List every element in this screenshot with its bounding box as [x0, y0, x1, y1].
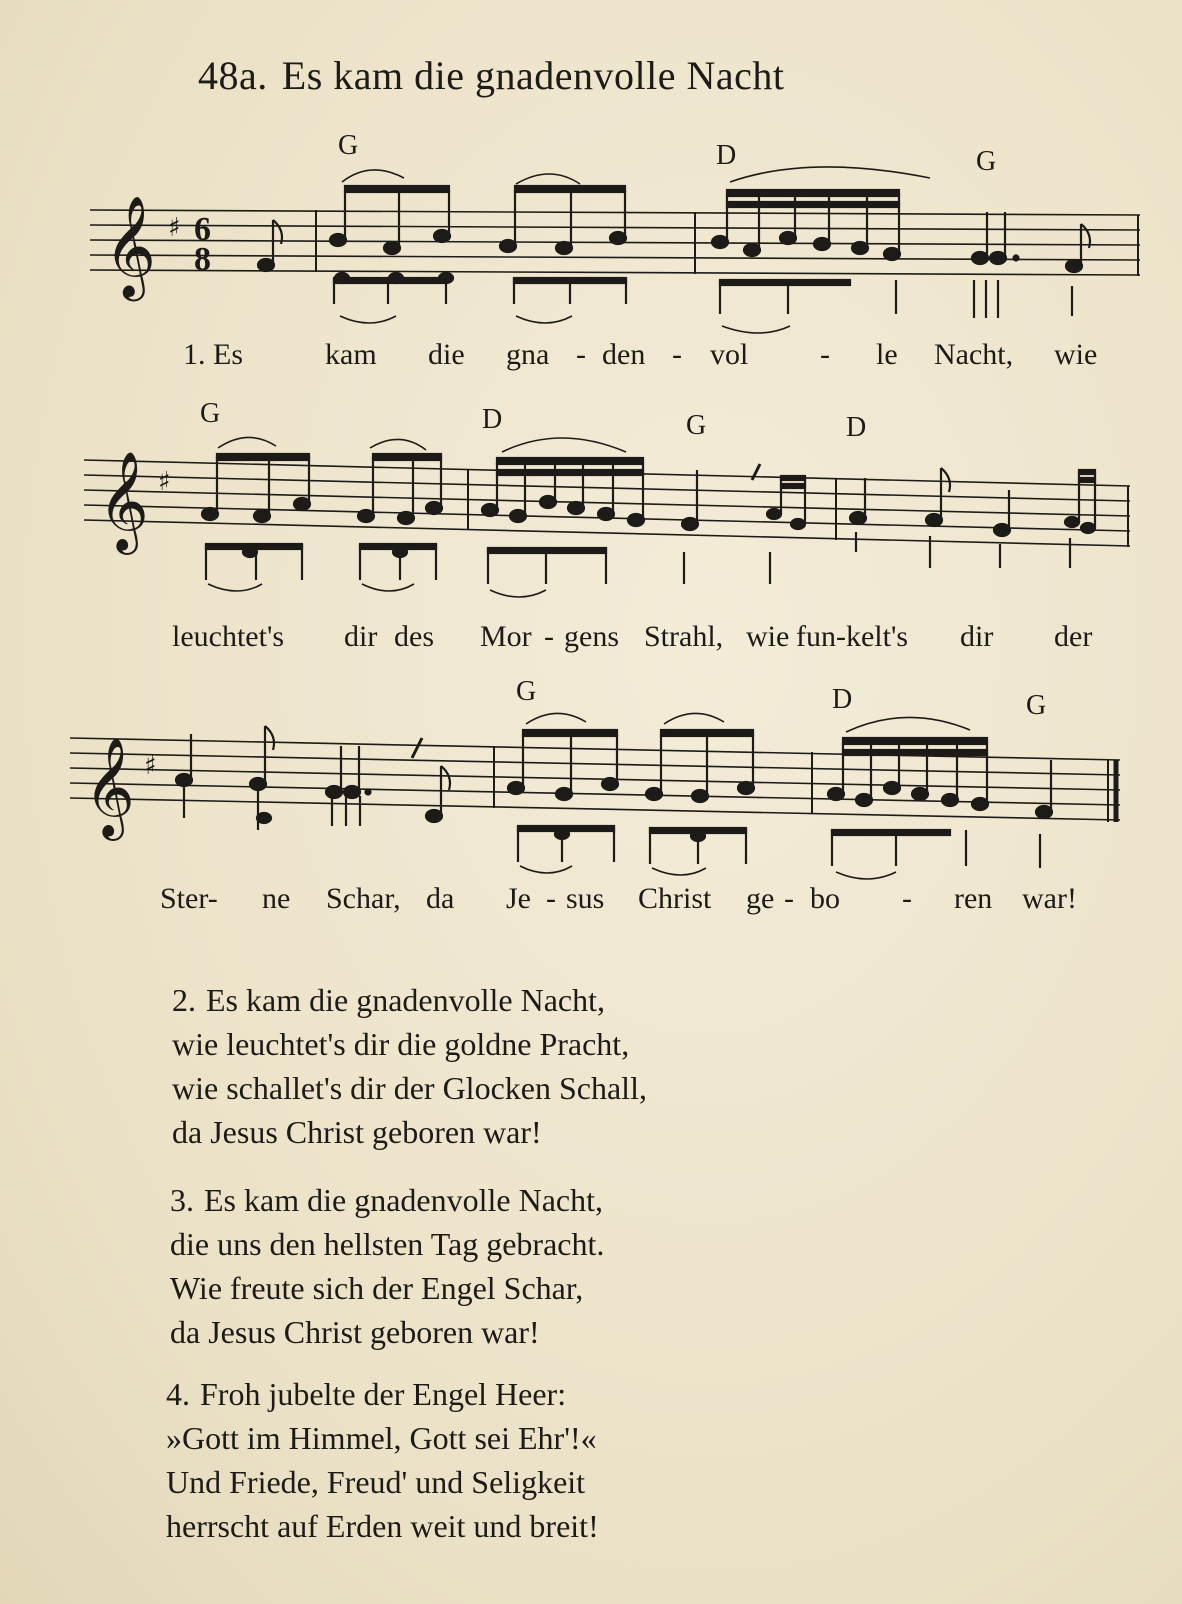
- verse-line: wie leuchtet's dir die goldne Pracht,: [172, 1026, 630, 1062]
- verse-line: wie schallet's dir der Glocken Schall,: [172, 1070, 647, 1106]
- lyric-syllable: dir: [344, 620, 378, 653]
- chord-symbol: D: [716, 140, 737, 171]
- lyric-syllable: le: [876, 338, 898, 371]
- time-sig-bottom: 8: [194, 241, 211, 278]
- verse-line: Und Friede, Freud' und Seligkeit: [166, 1464, 586, 1500]
- music-system-2: [70, 398, 1160, 668]
- lyric-syllable: gens: [564, 620, 619, 653]
- lyric-syllable: da: [426, 882, 455, 915]
- chord-symbol: G: [516, 676, 537, 707]
- chord-symbol: D: [832, 684, 853, 715]
- verse-line: 3. Es kam die gnadenvolle Nacht,: [170, 1182, 603, 1218]
- lyric-syllable: wie: [746, 620, 790, 653]
- treble-clef-icon: 𝄞: [84, 737, 135, 837]
- chord-symbol: G: [1026, 690, 1047, 721]
- lyric-syllable: fun-kelt's: [796, 620, 909, 653]
- staff-1: [70, 120, 1160, 340]
- verse-line: da Jesus Christ geboren war!: [170, 1314, 540, 1350]
- lyric-hyphen: -: [820, 338, 830, 371]
- treble-clef-icon: 𝄞: [104, 194, 157, 297]
- sharp-icon: ♯: [144, 751, 157, 781]
- lyric-syllable: ge: [746, 882, 775, 915]
- lyric-syllable: Strahl,: [644, 620, 724, 653]
- sharp-icon: ♯: [168, 213, 181, 243]
- lyric-hyphen: -: [544, 620, 554, 653]
- verse-line: Wie freute sich der Engel Schar,: [170, 1270, 584, 1306]
- lyric-syllable: wie: [1054, 338, 1098, 371]
- lyric-syllable: dir: [960, 620, 994, 653]
- song-title-line: [198, 52, 785, 99]
- verse-line: 4. Froh jubelte der Engel Heer:: [166, 1376, 567, 1412]
- chord-symbol: G: [338, 130, 359, 161]
- chord-symbol: D: [482, 404, 503, 435]
- lyric-hyphen: -: [576, 338, 586, 371]
- lyric-syllable: Nacht,: [934, 338, 1014, 371]
- song-number: 48a.: [198, 53, 268, 98]
- notes-group: [176, 726, 1052, 868]
- time-sig-top: 6: [194, 211, 211, 248]
- lyric-syllable: sus: [566, 882, 605, 915]
- lyric-syllable: Schar,: [326, 882, 401, 915]
- lyric-syllable: Christ: [638, 882, 712, 915]
- lyric-syllable: ne: [262, 882, 291, 915]
- lyric-hyphen: -: [902, 882, 912, 915]
- verse-number: 3.: [170, 1182, 194, 1218]
- verse-4: [166, 1372, 599, 1548]
- verse-number: 2.: [172, 982, 196, 1018]
- lyric-hyphen: -: [546, 882, 556, 915]
- notes-group: [258, 186, 1090, 318]
- verse-line: 2. Es kam die gnadenvolle Nacht,: [172, 982, 605, 1018]
- chord-symbol: G: [200, 398, 221, 429]
- treble-clef-icon: 𝄞: [98, 451, 149, 551]
- chord-symbol: D: [846, 412, 867, 443]
- verse-line: die uns den hellsten Tag gebracht.: [170, 1226, 605, 1262]
- lyric-syllable: gna: [506, 338, 550, 371]
- lyric-syllable: vol: [710, 338, 749, 371]
- staff-3: [70, 676, 1160, 896]
- lyric-syllable: leuchtet's: [172, 620, 285, 653]
- sharp-icon: ♯: [158, 467, 171, 497]
- song-title: Es kam die gnadenvolle Nacht: [281, 53, 785, 98]
- lyric-syllable: Mor: [480, 620, 532, 653]
- music-system-3: [70, 676, 1160, 946]
- lyric-syllable: bo: [810, 882, 840, 915]
- verse-3: [170, 1178, 604, 1354]
- lyric-syllable: Ster-: [160, 882, 218, 915]
- lyric-syllable: war!: [1022, 882, 1077, 915]
- lyric-syllable: die: [428, 338, 465, 371]
- lyric-syllable: ren: [954, 882, 993, 915]
- lyric-syllable: 1. Es: [183, 338, 243, 371]
- lyric-syllable: den: [602, 338, 646, 371]
- verse-line: »Gott im Himmel, Gott sei Ehr'!«: [166, 1420, 597, 1456]
- lyric-syllable: Je: [506, 882, 531, 915]
- chord-symbol: G: [686, 410, 707, 441]
- verse-line: da Jesus Christ geboren war!: [172, 1114, 542, 1150]
- lyric-syllable: des: [394, 620, 434, 653]
- lyric-syllable: der: [1054, 620, 1093, 653]
- lyric-hyphen: -: [784, 882, 794, 915]
- lyric-syllable: kam: [325, 338, 377, 371]
- lyric-hyphen: -: [672, 338, 682, 371]
- verse-line: herrscht auf Erden weit und breit!: [166, 1508, 599, 1544]
- verse-2: [172, 978, 647, 1154]
- music-system-1: [70, 120, 1160, 400]
- chord-symbol: G: [976, 146, 997, 177]
- verse-number: 4.: [166, 1376, 190, 1412]
- staff-2: [70, 398, 1160, 618]
